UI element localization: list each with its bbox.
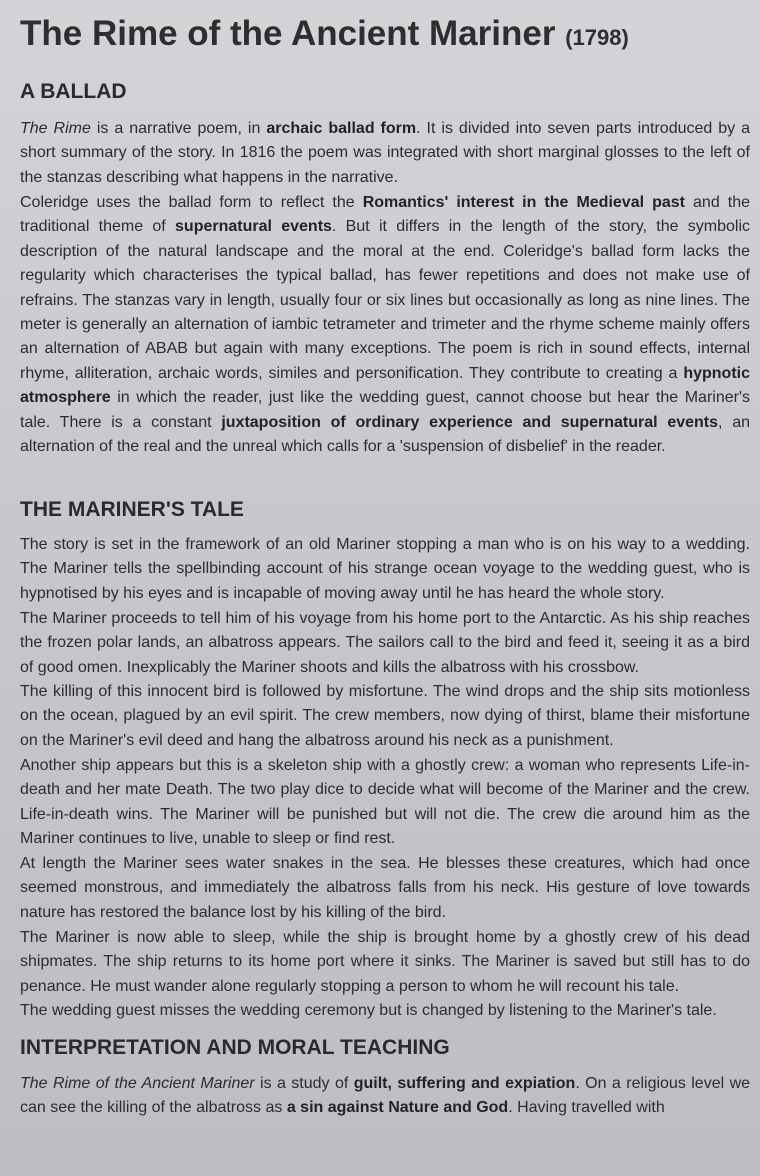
ballad-p2-bold-4: juxtaposition of ordinary experience and supernatural events	[221, 413, 719, 431]
ballad-p2-bold-3: hypnotic atmosphere	[20, 364, 750, 407]
tale-heading: THE MARINER'S TALE	[20, 498, 244, 521]
tale-paragraph: The Mariner proceeds to tell him of his voyage from his home port to the Antarctic. As his ship reaches the frozen polar lands, an albatross appears. The sailors call to the bird and feed it, seeing it as a bird of good omen. Inexplicably the Mariner shoots and kills the albatross with his crossbow.	[20, 610, 750, 676]
ballad-p1-text-1: is a narrative poem, in	[90, 120, 267, 137]
tale-paragraph: At length the Mariner sees water snakes in the sea. He blesses these creatures, which had once seemed monstrous, and immediately the albatross falls from his neck. His gesture of love towards nature has restored the balance lost by his killing of the bird.	[20, 855, 750, 921]
ballad-paragraph-1	[20, 117, 750, 190]
interpretation-heading: INTERPRETATION AND MORAL TEACHING	[20, 1036, 450, 1059]
ballad-p2-bold-1: Romantics' interest in the Medieval past	[362, 194, 685, 211]
tale-paragraph: The killing of this innocent bird is followed by misfortune. The wind drops and the ship sits motionless on the ocean, plagued by an evil spirit. The crew members, now dying of thirst, blame their misfortune on the Mariner's evil deed and hang the albatross around his neck as a punishment.	[20, 683, 750, 749]
interp-p1-text-3: . Having travelled with	[508, 1099, 665, 1117]
ballad-p2-text-5: , an alternation of the real and the unreal which calls for a 'suspension of disbelief' in the reader.	[20, 413, 750, 456]
ballad-p1-italic: The Rime	[20, 120, 91, 137]
tale-paragraph: The wedding guest misses the wedding ceremony but is changed by listening to the Mariner's tale.	[20, 1002, 717, 1019]
interp-p1-bold-1: guilt, suffering and expiation	[353, 1075, 576, 1092]
interp-p1-bold-2: a sin against Nature and God	[286, 1099, 509, 1117]
interp-p1-italic: The Rime of the Ancient Mariner	[20, 1075, 255, 1092]
ballad-paragraph-2	[20, 191, 750, 459]
ballad-heading: A BALLAD	[20, 80, 127, 103]
tale-paragraph: The story is set in the framework of an old Mariner stopping a man who is on his way to a wedding. The Mariner tells the spellbinding account of his strange ocean voyage to the wedding guest, who is hypnotised by his eyes and is incapable of moving away until he has heard the whole story.	[20, 536, 750, 602]
ballad-p1-text-2: . It is divided into seven parts introduced by a short summary of the story. In 1816 the poem was integrated with short marginal glosses to the left of the stanzas describing what happens in the narrative.	[20, 120, 751, 186]
tale-paragraph: The Mariner is now able to sleep, while the ship is brought home by a ghostly crew of his dead shipmates. The ship returns to its home port where it sinks. The Mariner is saved but still has to do penance. He must wander alone regularly stopping a person to whom he will recount his tale.	[20, 929, 750, 995]
interpretation-paragraph	[20, 1072, 750, 1121]
interp-p1-text-1: is a study of	[254, 1075, 354, 1092]
page-title	[20, 14, 629, 54]
title-text: The Rime of the Ancient Mariner	[20, 14, 556, 53]
ballad-p2-text-1: Coleridge uses the ballad form to reflect the	[20, 194, 363, 211]
ballad-p2-text-3: . But it differs in the length of the story, the symbolic description of the natural landscape and the moral at the end. Coleridge's ballad form lacks the regularity which characterises the typical ballad, has fewer repetitions and does not make use of refrains. The stanzas vary in length, usually four or six lines but occasionally as long as nine lines. The meter is generally an alternation of iambic tetrameter and trimeter and the rhyme scheme mainly offers an alternation of ABAB but again with many exceptions. The poem is rich in sound effects, internal rhyme, alliteration, archaic words, similes and personification. They contribute to creating a	[20, 218, 750, 382]
tale-paragraph: Another ship appears but this is a skeleton ship with a ghostly crew: a woman who represents Life-in-death and her mate Death. The two play dice to decide what will become of the Mariner and the crew. Life-in-death wins. The Mariner will be punished but will not die. The crew die around him as the Mariner continues to live, unable to sleep or find rest.	[20, 757, 750, 848]
title-year: (1798)	[565, 25, 629, 50]
ballad-p2-text-2: and the traditional theme of	[20, 194, 750, 236]
ballad-p1-bold-1: archaic ballad form	[266, 120, 417, 137]
ballad-p2-text-4: in which the reader, just like the wedding guest, cannot choose but hear the Mariner's tale. There is a constant	[20, 389, 750, 431]
interp-p1-text-2: . On a religious level we can see the killing of the albatross as	[20, 1075, 751, 1117]
ballad-p2-bold-2: supernatural events	[175, 218, 332, 236]
